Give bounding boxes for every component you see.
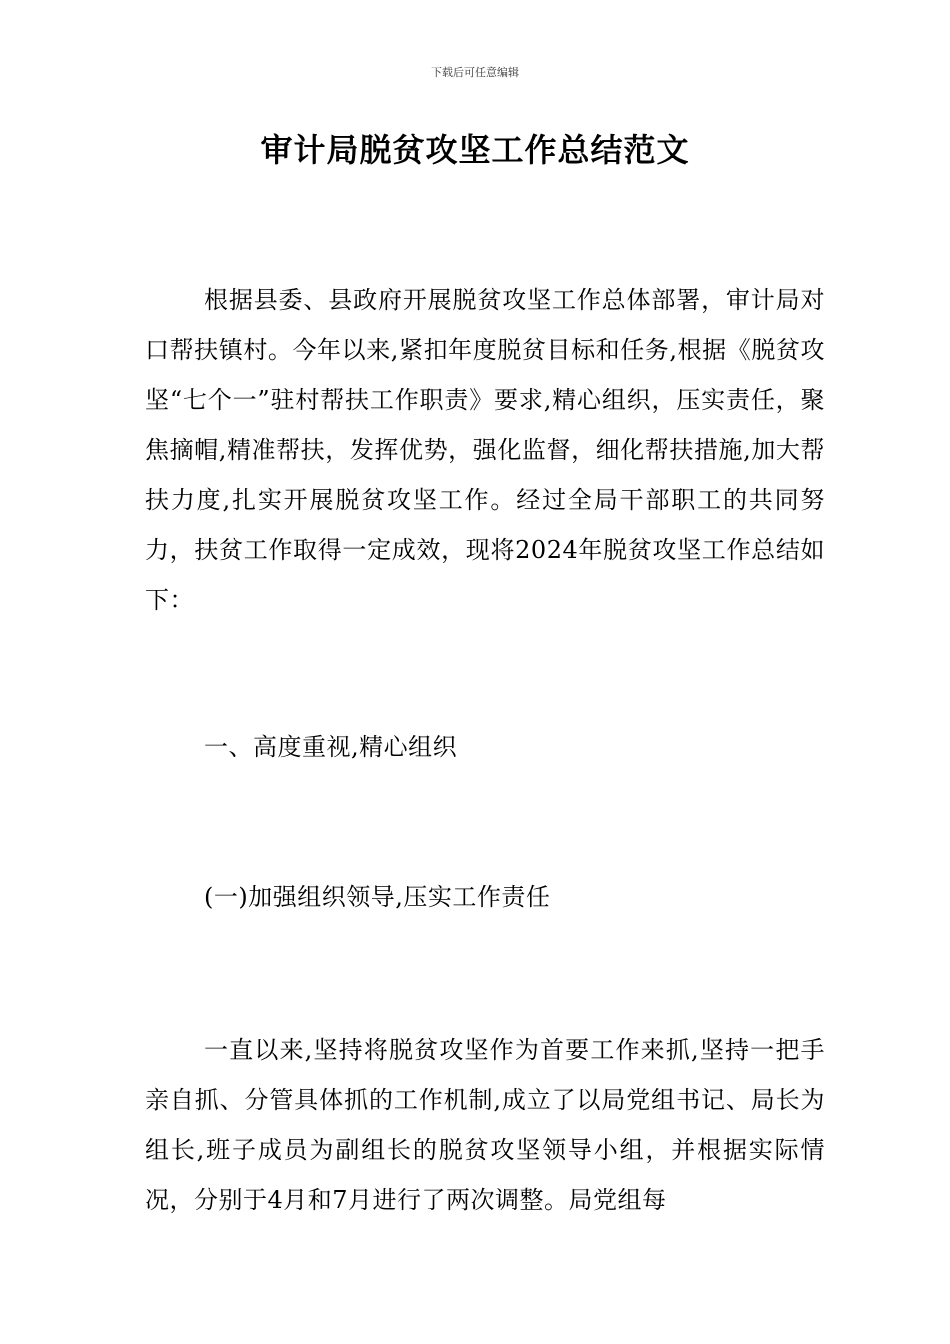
body-paragraph: 一直以来,坚持将脱贫攻坚作为首要工作来抓,坚持一把手亲自抓、分管具体抓的工作机制,成立了以局党组书记、局长为组长,班子成员为副组长的脱贫攻坚领导小组，并根据实际情况，分别于4月和7月进行了两次调整。局党组每 (145, 1036, 825, 1214)
section-heading-1: 一、高度重视,精心组织 (204, 733, 458, 761)
header-note: 下载后可任意编辑 (431, 66, 519, 79)
intro-paragraph: 根据县委、县政府开展脱贫攻坚工作总体部署，审计局对口帮扶镇村。今年以来,紧扣年度脱贫目标和任务,根据《脱贫攻坚“七个一”驻村帮扶工作职责》要求,精心组织，压实责任，聚焦摘帽,精准帮扶，发挥优势，强化监督，细化帮扶措施,加大帮扶力度,扎实开展脱贫攻坚工作。经过全局干部职工的共同努力，扶贫工作取得一定成效，现将2024年脱贫攻坚工作总结如下： (145, 286, 825, 614)
subsection-heading-1: (一)加强组织领导,压实工作责任 (204, 883, 551, 911)
document-title: 审计局脱贫攻坚工作总结范文 (260, 131, 690, 169)
